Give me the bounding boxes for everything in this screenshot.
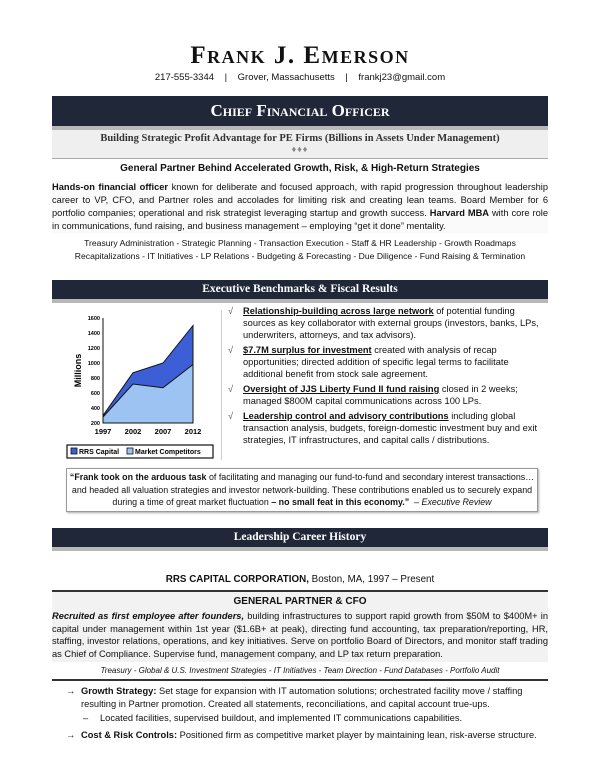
quote-source: – Executive Review xyxy=(414,497,492,507)
y-tick-label: 200 xyxy=(90,421,100,427)
x-tick-label: 2002 xyxy=(124,427,142,436)
dash-icon: – xyxy=(83,713,89,723)
quote-lead: “Frank took on the arduous task xyxy=(69,472,207,482)
growth-chart xyxy=(55,312,220,462)
separator: | xyxy=(345,72,348,83)
accomplishment-text: Set stage for expansion with IT automation solutions; orchestrated facility move / staffing resulting in Partner promotion. Created all statements, reconciliations, and capital account true-ups. xyxy=(81,686,523,709)
divider xyxy=(221,310,222,460)
check-icon: √ xyxy=(228,411,234,421)
y-tick-label: 1400 xyxy=(87,331,100,337)
check-icon: √ xyxy=(228,345,234,355)
y-tick-label: 1000 xyxy=(87,361,100,367)
role-lead: Recruited as first employee after founders, xyxy=(52,611,245,621)
role-description xyxy=(52,608,548,660)
diamond-ornament: ♦♦♦ xyxy=(291,144,309,154)
accomplishment-text: Positioned firm as competitive market player by maintaining lean, risk-averse structure. xyxy=(177,729,537,740)
tagline: General Partner Behind Accelerated Growth, Risk, & High-Return Strategies xyxy=(120,163,480,174)
y-tick-label: 1200 xyxy=(87,346,100,352)
y-tick-label: 1600 xyxy=(87,316,100,322)
check-icon: √ xyxy=(228,384,234,394)
role-box xyxy=(52,590,548,681)
benchmark-text: created with analysis of recap opportunities; directed addition of specific legal terms to facilitate additional benefit from stock sale agreement. xyxy=(243,345,509,379)
benchmark-lead: Relationship-building across large network xyxy=(243,306,434,316)
arrow-icon: → xyxy=(66,729,76,740)
role-title: GENERAL PARTNER & CFO xyxy=(233,596,367,607)
company-line xyxy=(52,573,548,586)
testimonial-quote xyxy=(66,468,538,512)
accomplishment-lead: Growth Strategy: xyxy=(81,686,157,696)
summary-lead: Hands-on financial officer xyxy=(52,182,169,192)
benchmark-item xyxy=(228,410,548,446)
skills-line: Recapitalizations - IT Initiatives - LP Relations - Budgeting & Forecasting - Due Diligence - Fund Raising & Termination xyxy=(74,251,526,261)
company-name: RRS CAPITAL CORPORATION, xyxy=(165,574,309,585)
email: frankj23@gmail.com xyxy=(358,72,446,83)
benchmark-item xyxy=(228,344,548,380)
candidate-name: Frank J. Emerson xyxy=(190,42,410,69)
summary-text: with core role in communications, fund raising, and business management – employing “get it done” mentality. xyxy=(52,208,549,231)
accomplishment-lead: Cost & Risk Controls: xyxy=(81,729,178,740)
skills-line: Treasury Administration - Strategic Planning - Transaction Execution - Staff & HR Leadership - Growth Roadmaps xyxy=(84,238,516,248)
benchmark-item xyxy=(228,305,548,341)
benchmark-item xyxy=(228,383,548,407)
arrow-icon: → xyxy=(66,686,76,696)
section-heading-career: Leadership Career History xyxy=(52,528,548,551)
summary-highlight: Harvard MBA xyxy=(429,208,490,218)
role-text: building infrastructures to support rapid growth from $50M to $400M+ in capital under management within 1st year ($1.6B+ at peak), directing fund accounting, tax preparation/reporting, HR, staffing, investor relations, operations, and key initiatives. Serve on portfolio Board of Directors, and monitor staff trading as Chief of Compliance. Supervise fund, management company, and LP tax return preparation. xyxy=(52,611,548,659)
quote-text: of facilitating and managing our fund-to-fund and secondary interest transactions… and headed all valuation strategies and investor network-building. These contributions enabled us to securely expand during a time of great market fluctuation xyxy=(71,472,535,507)
sub-accomplishment-text: Located facilities, supervised buildout, and implemented IT communications capabilities. xyxy=(100,713,463,723)
legend-label: Market Competitors xyxy=(135,449,201,456)
legend-swatch xyxy=(127,448,133,454)
benchmark-list xyxy=(228,305,548,449)
summary-text: known for deliberate and focused approach, with rapid progression throughout leadership career to VP, CFO, and Partner roles and accolades for limiting risk and creating lean teams. Board Member for 6 portfolio companies; operational and risk strategist leveraging startup and growth success. xyxy=(52,182,548,218)
benchmark-lead: Leadership control and advisory contributions xyxy=(243,411,449,421)
accomplishment xyxy=(66,685,548,710)
summary xyxy=(52,181,548,233)
job-title: Chief Financial Officer xyxy=(52,96,548,130)
x-tick-label: 2012 xyxy=(184,427,202,436)
accomplishment xyxy=(66,729,548,742)
check-icon: √ xyxy=(228,306,234,316)
sub-accomplishment xyxy=(83,712,548,725)
x-tick-label: 1997 xyxy=(94,427,112,436)
legend-swatch xyxy=(71,448,77,454)
company-detail: Boston, MA, 1997 – Present xyxy=(308,574,435,585)
benchmark-lead: Oversight of JJS Liberty Fund II fund raising xyxy=(243,384,440,394)
contact-line xyxy=(0,72,600,83)
y-tick-label: 800 xyxy=(90,376,100,382)
y-tick-label: 600 xyxy=(90,391,100,397)
benchmark-lead: $7.7M surplus for investment xyxy=(243,345,372,355)
benchmark-text: of potential funding sources as key collaborator with external groups (investors, banks, LPs, underwriters, attorneys, and tax advisors). xyxy=(243,306,539,340)
subtitle-band xyxy=(52,130,548,159)
legend-label: RRS Capital xyxy=(79,449,120,456)
phone: 217-555-3344 xyxy=(154,72,215,83)
career-section xyxy=(52,573,548,741)
benchmark-text: closed in 2 weeks; managed $800M capital communications across 100 LPs. xyxy=(243,384,518,406)
role-skills: Treasury - Global & U.S. Investment Strategies - IT Initiatives - Team Direction - Fund Databases - Portfolio Audit xyxy=(52,662,548,679)
separator: | xyxy=(224,72,228,83)
x-tick-label: 2007 xyxy=(154,427,172,436)
intro-section xyxy=(52,162,548,263)
quote-highlight: – no small feat in this economy.” xyxy=(271,497,410,507)
section-heading-benchmarks: Executive Benchmarks & Fiscal Results xyxy=(52,280,548,303)
benchmark-text: including global transaction analysis, budgets, foreign-domestic investment buy and exit strategies, IT infrastructures, and capital calls / distributions. xyxy=(243,411,538,445)
location: Grover, Massachusetts xyxy=(237,72,335,83)
y-tick-label: 400 xyxy=(90,406,100,412)
subtitle: Building Strategic Profit Advantage for PE Firms (Billions in Assets Under Management) xyxy=(100,133,500,144)
y-axis-label: Millions xyxy=(73,353,83,388)
